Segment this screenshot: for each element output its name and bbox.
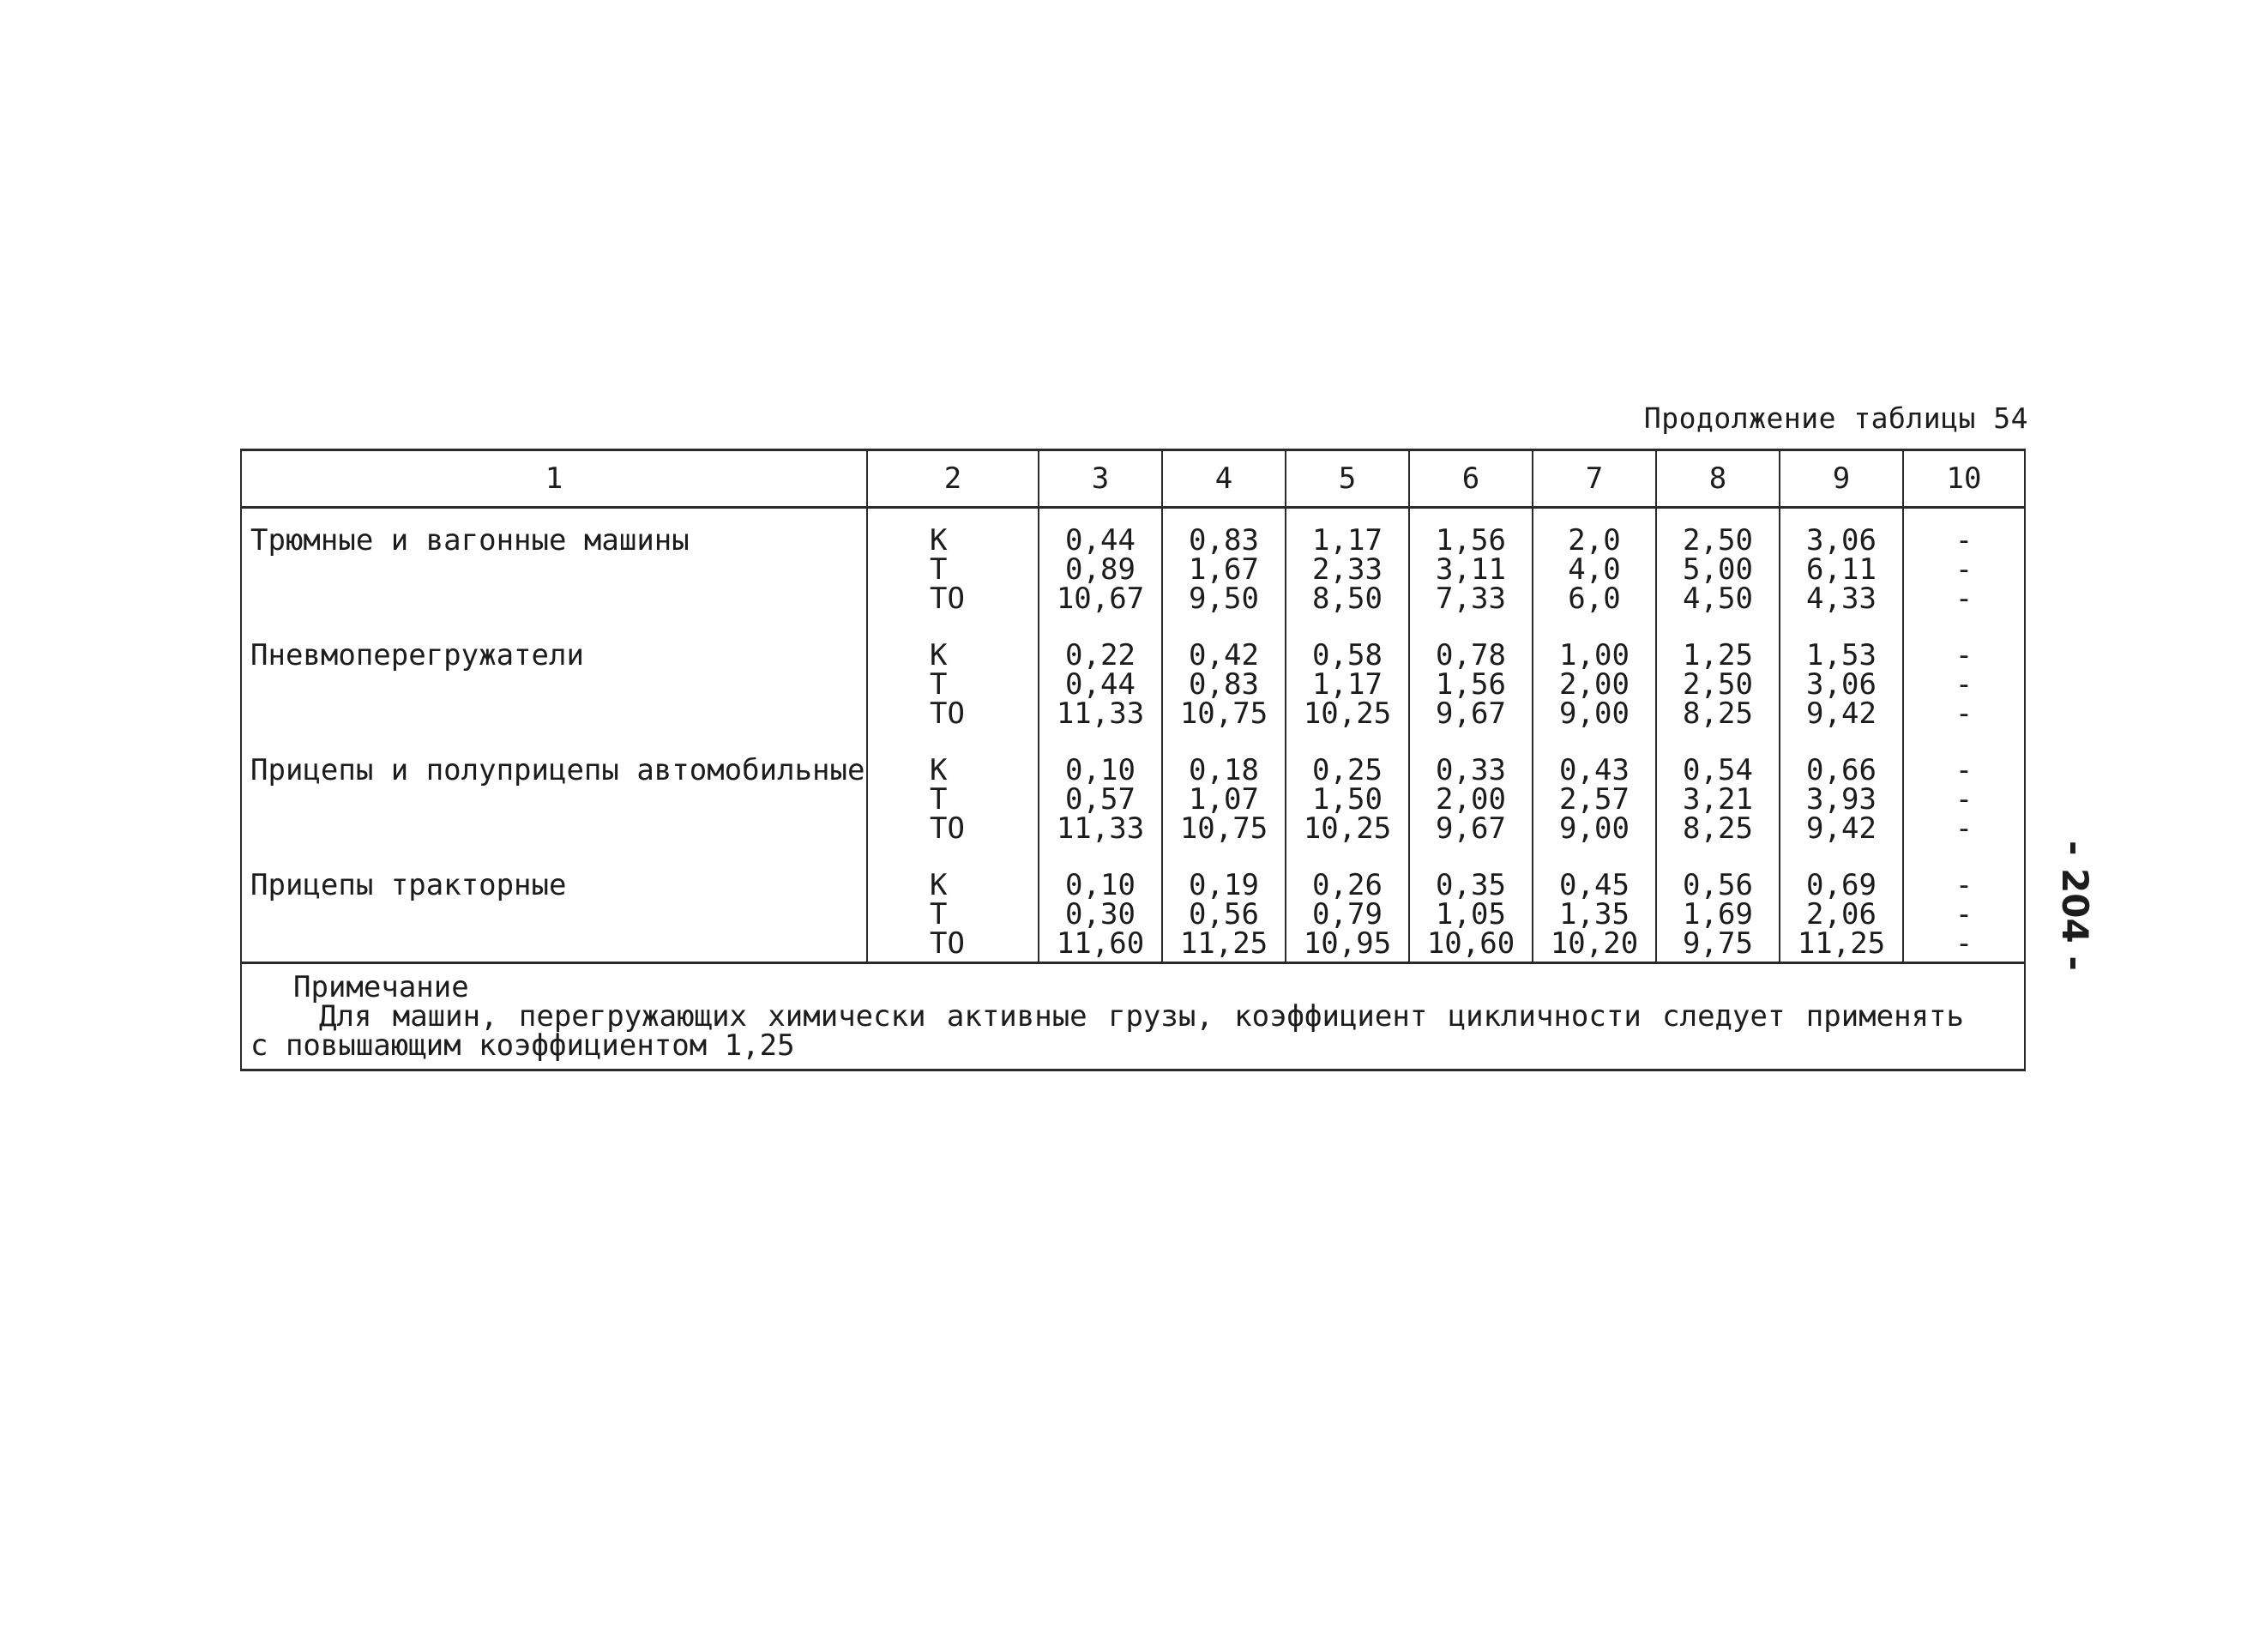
row-name-empty xyxy=(241,555,867,584)
value-cell: 0,69 xyxy=(1780,843,1903,900)
value-cell: 8,25 xyxy=(1656,814,1780,843)
value-cell: 0,18 xyxy=(1162,728,1286,785)
row-name: Прицепы тракторные xyxy=(241,843,867,900)
row-name: Трюмные и вагонные машины xyxy=(241,508,867,556)
note-row xyxy=(241,963,2025,1070)
row-name-empty xyxy=(241,584,867,613)
table-row xyxy=(241,843,2025,900)
unit-cell: К xyxy=(867,613,1039,670)
table-row xyxy=(241,728,2025,785)
value-cell: 0,66 xyxy=(1780,728,1903,785)
value-cell: 6,11 xyxy=(1780,555,1903,584)
header-cell: 4 xyxy=(1162,450,1286,508)
row-name-empty xyxy=(241,900,867,929)
value-cell: 6,0 xyxy=(1533,584,1656,613)
value-cell: 0,58 xyxy=(1286,613,1409,670)
value-cell: 0,83 xyxy=(1162,508,1286,556)
value-cell: 0,83 xyxy=(1162,670,1286,699)
value-cell: 0,10 xyxy=(1039,843,1162,900)
value-cell: 9,42 xyxy=(1780,814,1903,843)
value-cell: 0,57 xyxy=(1039,785,1162,814)
value-cell: 0,79 xyxy=(1286,900,1409,929)
dash-cell: - xyxy=(1903,728,2025,785)
value-cell: 0,44 xyxy=(1039,670,1162,699)
dash-cell: - xyxy=(1903,900,2025,929)
value-cell: 4,50 xyxy=(1656,584,1780,613)
row-name-empty xyxy=(241,814,867,843)
row-name-empty xyxy=(241,699,867,728)
value-cell: 1,17 xyxy=(1286,508,1409,556)
value-cell: 1,69 xyxy=(1656,900,1780,929)
value-cell: 2,50 xyxy=(1656,670,1780,699)
data-table xyxy=(240,449,2026,1071)
table-row xyxy=(241,584,2025,613)
table-row xyxy=(241,785,2025,814)
table-body xyxy=(241,508,2025,963)
value-cell: 2,57 xyxy=(1533,785,1656,814)
header-cell: 8 xyxy=(1656,450,1780,508)
value-cell: 4,33 xyxy=(1780,584,1903,613)
value-cell: 1,56 xyxy=(1409,508,1533,556)
value-cell: 3,21 xyxy=(1656,785,1780,814)
header-row xyxy=(241,450,2025,508)
value-cell: 10,67 xyxy=(1039,584,1162,613)
row-name-empty xyxy=(241,670,867,699)
unit-cell: ТО xyxy=(867,814,1039,843)
value-cell: 0,56 xyxy=(1162,900,1286,929)
value-cell: 9,50 xyxy=(1162,584,1286,613)
value-cell: 9,00 xyxy=(1533,814,1656,843)
value-cell: 0,44 xyxy=(1039,508,1162,556)
unit-cell: ТО xyxy=(867,699,1039,728)
value-cell: 2,06 xyxy=(1780,900,1903,929)
value-cell: 10,25 xyxy=(1286,699,1409,728)
value-cell: 0,78 xyxy=(1409,613,1533,670)
value-cell: 9,75 xyxy=(1656,929,1780,963)
value-cell: 1,56 xyxy=(1409,670,1533,699)
value-cell: 0,43 xyxy=(1533,728,1656,785)
value-cell: 1,00 xyxy=(1533,613,1656,670)
value-cell: 0,35 xyxy=(1409,843,1533,900)
unit-cell: Т xyxy=(867,785,1039,814)
row-name-empty xyxy=(241,785,867,814)
row-name-empty xyxy=(241,929,867,963)
value-cell: 10,75 xyxy=(1162,814,1286,843)
value-cell: 7,33 xyxy=(1409,584,1533,613)
value-cell: 0,19 xyxy=(1162,843,1286,900)
dash-cell: - xyxy=(1903,843,2025,900)
unit-cell: К xyxy=(867,843,1039,900)
value-cell: 1,17 xyxy=(1286,670,1409,699)
value-cell: 5,00 xyxy=(1656,555,1780,584)
value-cell: 4,0 xyxy=(1533,555,1656,584)
dash-cell: - xyxy=(1903,929,2025,963)
value-cell: 11,33 xyxy=(1039,814,1162,843)
unit-cell: К xyxy=(867,728,1039,785)
table-row xyxy=(241,613,2025,670)
dash-cell: - xyxy=(1903,555,2025,584)
row-name: Пневмоперегружатели xyxy=(241,613,867,670)
table-row xyxy=(241,900,2025,929)
value-cell: 3,06 xyxy=(1780,670,1903,699)
value-cell: 11,33 xyxy=(1039,699,1162,728)
value-cell: 2,00 xyxy=(1409,785,1533,814)
value-cell: 0,33 xyxy=(1409,728,1533,785)
value-cell: 0,42 xyxy=(1162,613,1286,670)
value-cell: 8,50 xyxy=(1286,584,1409,613)
value-cell: 0,54 xyxy=(1656,728,1780,785)
value-cell: 0,26 xyxy=(1286,843,1409,900)
dash-cell: - xyxy=(1903,814,2025,843)
value-cell: 11,25 xyxy=(1780,929,1903,963)
unit-cell: Т xyxy=(867,900,1039,929)
value-cell: 1,25 xyxy=(1656,613,1780,670)
value-cell: 2,33 xyxy=(1286,555,1409,584)
value-cell: 10,20 xyxy=(1533,929,1656,963)
value-cell: 10,75 xyxy=(1162,699,1286,728)
dash-cell: - xyxy=(1903,613,2025,670)
header-cell: 7 xyxy=(1533,450,1656,508)
dash-cell: - xyxy=(1903,670,2025,699)
value-cell: 10,60 xyxy=(1409,929,1533,963)
note-title: Примечание xyxy=(293,970,469,1004)
value-cell: 0,22 xyxy=(1039,613,1162,670)
value-cell: 1,05 xyxy=(1409,900,1533,929)
page-number: - 204 - xyxy=(2054,841,2096,971)
value-cell: 1,53 xyxy=(1780,613,1903,670)
row-name: Прицепы и полуприцепы автомобильные xyxy=(241,728,867,785)
value-cell: 3,93 xyxy=(1780,785,1903,814)
table-row xyxy=(241,929,2025,963)
header-cell: 2 xyxy=(867,450,1039,508)
value-cell: 11,25 xyxy=(1162,929,1286,963)
header-cell: 9 xyxy=(1780,450,1903,508)
value-cell: 9,00 xyxy=(1533,699,1656,728)
value-cell: 2,50 xyxy=(1656,508,1780,556)
note-text: Для машин, перегружающих химически активные грузы, коэффициент цикличности следует применять с повышающим коэффициентом 1,25 xyxy=(250,999,1964,1063)
value-cell: 0,89 xyxy=(1039,555,1162,584)
value-cell: 3,11 xyxy=(1409,555,1533,584)
value-cell: 1,35 xyxy=(1533,900,1656,929)
value-cell: 10,95 xyxy=(1286,929,1409,963)
value-cell: 0,25 xyxy=(1286,728,1409,785)
value-cell: 9,67 xyxy=(1409,699,1533,728)
header-cell: 10 xyxy=(1903,450,2025,508)
unit-cell: ТО xyxy=(867,584,1039,613)
value-cell: 1,50 xyxy=(1286,785,1409,814)
value-cell: 0,56 xyxy=(1656,843,1780,900)
value-cell: 1,67 xyxy=(1162,555,1286,584)
header-cell: 6 xyxy=(1409,450,1533,508)
table-caption: Продолжение таблицы 54 xyxy=(1643,401,2028,435)
table-row xyxy=(241,699,2025,728)
value-cell: 2,00 xyxy=(1533,670,1656,699)
value-cell: 11,60 xyxy=(1039,929,1162,963)
unit-cell: Т xyxy=(867,555,1039,584)
dash-cell: - xyxy=(1903,785,2025,814)
header-cell: 3 xyxy=(1039,450,1162,508)
unit-cell: Т xyxy=(867,670,1039,699)
value-cell: 9,42 xyxy=(1780,699,1903,728)
header-cell: 5 xyxy=(1286,450,1409,508)
table-row xyxy=(241,814,2025,843)
value-cell: 0,45 xyxy=(1533,843,1656,900)
header-cell: 1 xyxy=(241,450,867,508)
table-row xyxy=(241,670,2025,699)
dash-cell: - xyxy=(1903,508,2025,556)
value-cell: 1,07 xyxy=(1162,785,1286,814)
dash-cell: - xyxy=(1903,584,2025,613)
value-cell: 8,25 xyxy=(1656,699,1780,728)
value-cell: 0,30 xyxy=(1039,900,1162,929)
dash-cell: - xyxy=(1903,699,2025,728)
value-cell: 9,67 xyxy=(1409,814,1533,843)
unit-cell: К xyxy=(867,508,1039,556)
value-cell: 3,06 xyxy=(1780,508,1903,556)
value-cell: 0,10 xyxy=(1039,728,1162,785)
value-cell: 10,25 xyxy=(1286,814,1409,843)
table-row xyxy=(241,508,2025,556)
note-cell xyxy=(241,963,2025,1070)
table-row xyxy=(241,555,2025,584)
value-cell: 2,0 xyxy=(1533,508,1656,556)
unit-cell: ТО xyxy=(867,929,1039,963)
